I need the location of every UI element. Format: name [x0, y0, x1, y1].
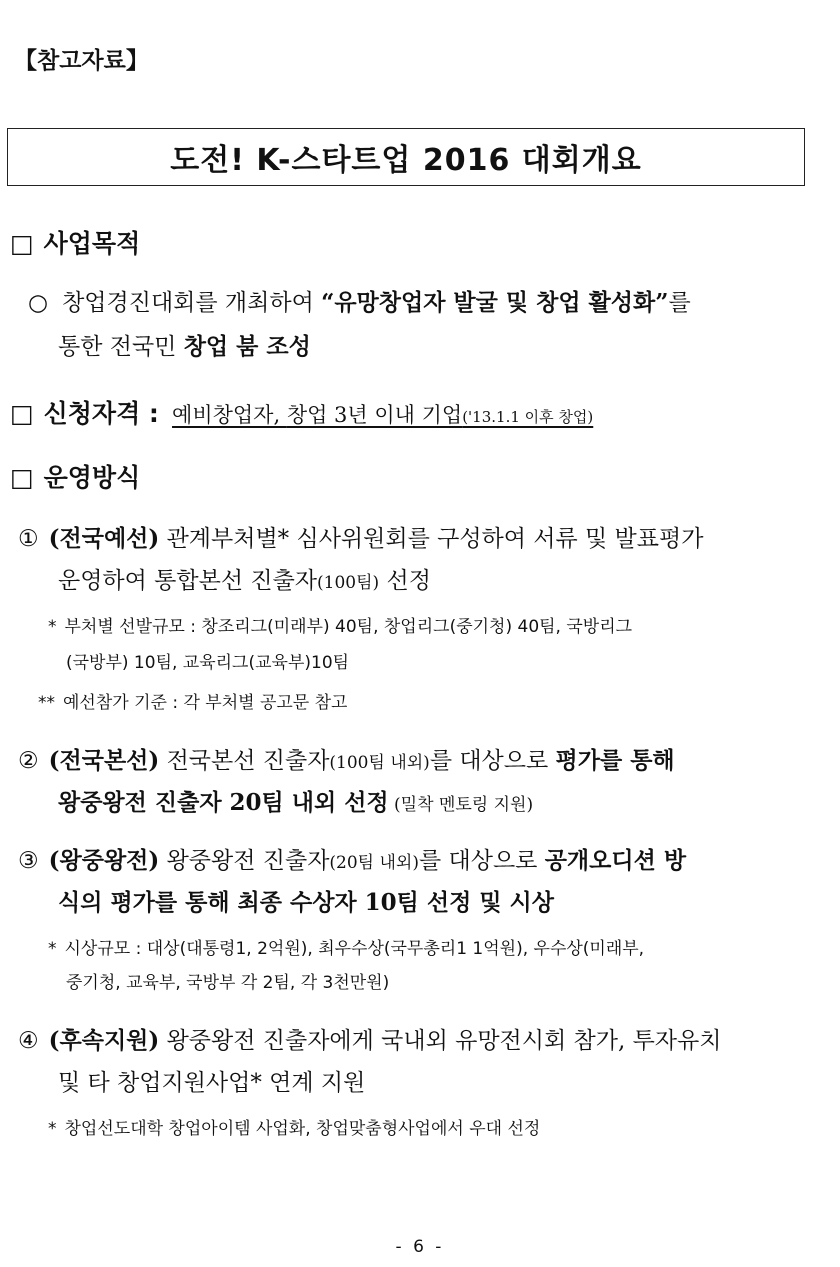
emphasis: 창업 붐 조성: [183, 333, 311, 360]
title-box: [7, 128, 805, 186]
page-title: 도전! K-스타트업 2016 대회개요: [170, 143, 642, 178]
reference-label: 【참고자료】: [14, 48, 149, 74]
text: 창업경진대회를 개최하여: [62, 290, 322, 316]
step-label: (전국본선): [48, 747, 160, 774]
checkbox-bullet-icon: □: [10, 463, 34, 492]
text: ('13.1.1 이후 창업): [462, 408, 594, 426]
text: 예비창업자,: [172, 403, 287, 427]
text: 시상규모 : 대상(대통령1, 2억원), 최우수상(국무총리1 1억원), 우수상(미래부,: [64, 939, 645, 959]
text: 전국민: [109, 334, 184, 360]
text: 전국본선 진출자: [159, 748, 330, 774]
eligibility-text: [172, 403, 593, 427]
text: 선정: [379, 568, 431, 594]
section-eligibility: [10, 394, 593, 430]
text: (밀착 멘토링 지원): [388, 795, 534, 815]
text: 운영하여 통합본선 진출자: [58, 568, 318, 594]
text: 통한: [58, 334, 110, 360]
emphasis: 평가를 통해: [555, 747, 675, 774]
text: (100팀 내외): [329, 753, 430, 773]
step-marker: ②: [18, 748, 39, 774]
emphasis: 식의 평가를 통해 최종 수상자 10팀 선정 및 시상: [58, 889, 554, 916]
text: (국방부) 10팀, 교육리그(교육부)10팀: [66, 653, 350, 673]
purpose-line-1: [28, 284, 691, 317]
text: 관계부처별* 심사위원회를 구성하여 서류 및 발표평가: [159, 526, 704, 552]
step1-note-1b: [66, 648, 349, 673]
step4-line-1: [18, 1022, 721, 1055]
text: 예선참가 기준 : 각 부처별 공고문 참고: [63, 693, 348, 713]
checkbox-bullet-icon: □: [10, 399, 34, 428]
text: 를 대상으로: [419, 848, 545, 874]
emphasis: 왕중왕전 진출자 20팀 내외 선정: [58, 789, 389, 816]
page-number: - 6 -: [395, 1237, 445, 1257]
section-purpose-heading: [10, 224, 140, 260]
text: 부처별 선발규모 : 창조리그(미래부) 40팀, 창업리그(중기청) 40팀, 국방리그: [64, 617, 633, 637]
step1-line-1: [18, 520, 703, 553]
emphasis: “유망창업자 발굴 및 창업 활성화”: [321, 289, 669, 316]
step2-line-2: [58, 784, 533, 817]
text: 및 타 창업지원사업* 연계 지원: [58, 1070, 366, 1096]
step1-line-2: [58, 562, 431, 595]
section-title: 신청자격 :: [43, 399, 159, 428]
text: 왕중왕전 진출자: [159, 848, 330, 874]
step-marker: ③: [18, 848, 39, 874]
step-label: (왕중왕전): [48, 847, 160, 874]
step3-line-2: [58, 884, 554, 917]
step4-note: [48, 1114, 540, 1139]
step-label: (후속지원): [48, 1027, 160, 1054]
asterisk: *: [48, 1119, 57, 1139]
step-marker: ④: [18, 1028, 39, 1054]
asterisk: *: [48, 939, 57, 959]
step3-note-b: [66, 968, 389, 993]
emphasis: 공개오디션 방: [544, 847, 687, 874]
step4-line-2: [58, 1064, 365, 1097]
text: 중기청, 교육부, 국방부 각 2팀, 각 3천만원): [66, 973, 390, 993]
step3-note: [48, 934, 644, 959]
step-marker: ①: [18, 526, 39, 552]
section-title: 사업목적: [43, 229, 141, 258]
section-operation-heading: [10, 458, 140, 494]
text: 를: [668, 290, 691, 316]
purpose-line-2: [58, 328, 311, 361]
asterisk: **: [38, 693, 55, 713]
step2-line-1: [18, 742, 675, 775]
step1-note-1: [48, 612, 632, 637]
step3-line-1: [18, 842, 686, 875]
text: (20팀 내외): [329, 853, 419, 873]
circle-bullet-icon: ○: [28, 290, 49, 316]
text: 창업 3년 이내 기업: [286, 403, 463, 427]
step1-note-2: [38, 688, 347, 713]
text: 왕중왕전 진출자에게 국내외 유망전시회 참가, 투자유치: [159, 1028, 722, 1054]
text: 창업선도대학 창업아이템 사업화, 창업맞춤형사업에서 우대 선정: [64, 1119, 541, 1139]
text: 를 대상으로: [429, 748, 556, 774]
text: (100팀): [317, 573, 380, 593]
step-label: (전국예선): [48, 525, 160, 552]
section-title: 운영방식: [43, 463, 141, 492]
asterisk: *: [48, 617, 57, 637]
checkbox-bullet-icon: □: [10, 229, 34, 258]
